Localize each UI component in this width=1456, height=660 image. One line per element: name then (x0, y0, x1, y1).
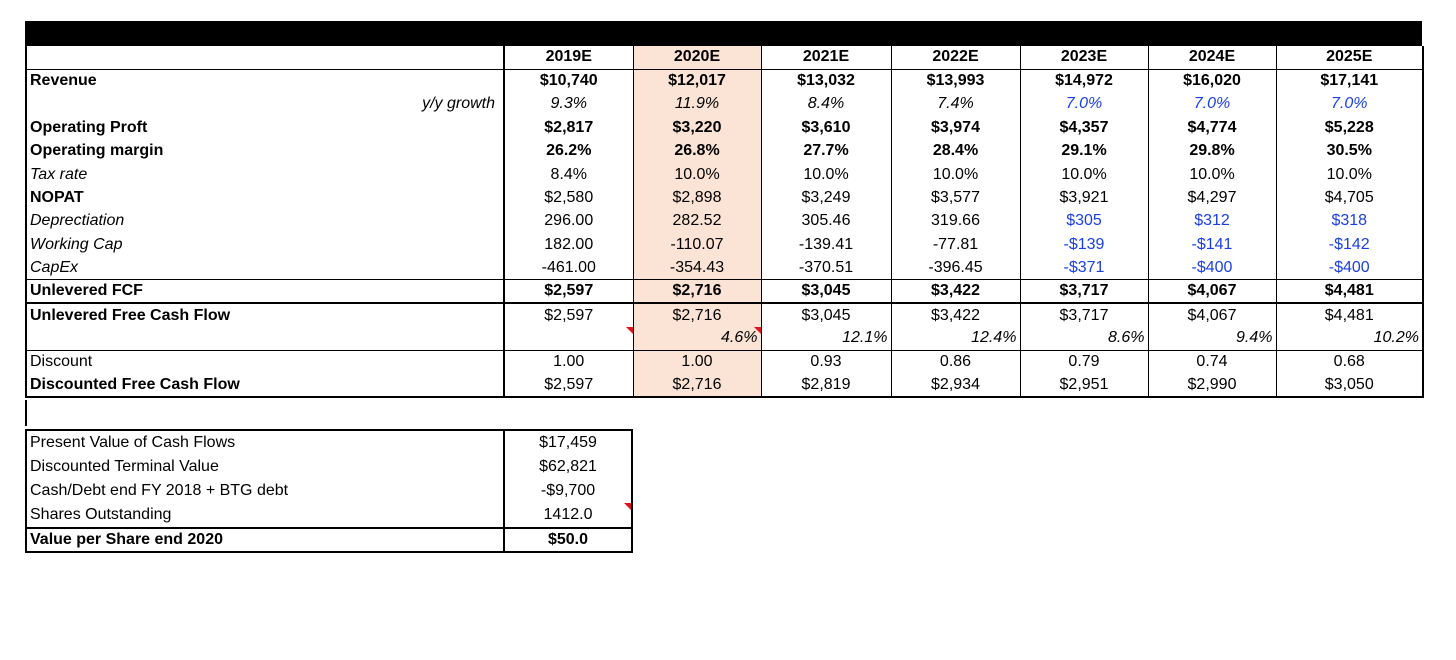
cell: $17,141 (1276, 69, 1423, 92)
cell: -110.07 (633, 233, 761, 256)
cell: 9.4% (1148, 327, 1276, 350)
cell: 27.7% (761, 140, 891, 163)
growth-row (26, 93, 1423, 116)
cell: 26.8% (633, 140, 761, 163)
summary-total-row (26, 528, 632, 552)
cell: 0.79 (1020, 350, 1148, 373)
cell: -461.00 (504, 257, 633, 280)
cell: $318 (1276, 210, 1423, 233)
cell: $13,993 (891, 69, 1020, 92)
tax-rate-row (26, 163, 1423, 186)
cell: -139.41 (761, 233, 891, 256)
cell: $4,481 (1276, 280, 1423, 304)
capex-row (26, 257, 1423, 280)
cell: $2,580 (504, 186, 633, 209)
cell: 0.74 (1148, 350, 1276, 373)
discounted-fcf-row (26, 374, 1423, 397)
cell: $4,067 (1148, 280, 1276, 304)
cell: $2,716 (633, 374, 761, 397)
depreciation-row (26, 210, 1423, 233)
cell: $3,050 (1276, 374, 1423, 397)
valuation-summary-table (25, 429, 633, 553)
cell: 0.68 (1276, 350, 1423, 373)
summary-label: Cash/Debt end FY 2018 + BTG debt (26, 479, 504, 503)
row-label: Operating Proft (26, 116, 504, 139)
cell: $14,972 (1020, 69, 1148, 92)
row-label: y/y growth (26, 93, 504, 116)
cell: 10.0% (1020, 163, 1148, 186)
fcf-growth-row (26, 327, 1423, 350)
cell: $2,597 (504, 374, 633, 397)
cell (504, 327, 633, 350)
cell: $4,067 (1148, 303, 1276, 326)
summary-label: Present Value of Cash Flows (26, 430, 504, 454)
column-header: 2024E (1148, 46, 1276, 69)
cell: -$400 (1276, 257, 1423, 280)
header-bar (25, 21, 1422, 46)
cell: -77.81 (891, 233, 1020, 256)
summary-row (26, 479, 632, 503)
row-label: Unlevered FCF (26, 280, 504, 304)
unlevered-free-cash-flow-row (26, 303, 1423, 326)
cell: $10,740 (504, 69, 633, 92)
cell: 7.0% (1276, 93, 1423, 116)
cell: $3,045 (761, 280, 891, 304)
cell: $13,032 (761, 69, 891, 92)
header-label-cell (26, 46, 504, 69)
column-header: 2019E (504, 46, 633, 69)
summary-value: -$9,700 (504, 479, 632, 503)
summary-label: Shares Outstanding (26, 503, 504, 527)
cell: $2,990 (1148, 374, 1276, 397)
cell: 11.9% (633, 93, 761, 116)
cell: 29.8% (1148, 140, 1276, 163)
dcf-table (25, 46, 1424, 398)
cell: $4,357 (1020, 116, 1148, 139)
cell: $4,297 (1148, 186, 1276, 209)
row-label (26, 327, 504, 350)
row-label: Operating margin (26, 140, 504, 163)
cell: -$371 (1020, 257, 1148, 280)
spacer-row (25, 400, 503, 426)
cell: $2,934 (891, 374, 1020, 397)
summary-value: $50.0 (504, 528, 632, 552)
cell: $312 (1148, 210, 1276, 233)
column-header: 2023E (1020, 46, 1148, 69)
cell: -$141 (1148, 233, 1276, 256)
cell: $16,020 (1148, 69, 1276, 92)
cell: 0.86 (891, 350, 1020, 373)
cell: 26.2% (504, 140, 633, 163)
row-label: CapEx (26, 257, 504, 280)
row-label: Tax rate (26, 163, 504, 186)
summary-value: $17,459 (504, 430, 632, 454)
unlevered-fcf-row (26, 280, 1423, 304)
summary-row (26, 430, 632, 454)
cell: $2,597 (504, 303, 633, 326)
cell: 282.52 (633, 210, 761, 233)
row-label: Working Cap (26, 233, 504, 256)
cell: 12.1% (761, 327, 891, 350)
cell: $3,422 (891, 280, 1020, 304)
cell: $4,705 (1276, 186, 1423, 209)
cell: $4,774 (1148, 116, 1276, 139)
cell: 7.0% (1148, 93, 1276, 116)
column-header: 2025E (1276, 46, 1423, 69)
cell: 29.1% (1020, 140, 1148, 163)
cell: $2,898 (633, 186, 761, 209)
cell: 8.6% (1020, 327, 1148, 350)
cell: $3,717 (1020, 280, 1148, 304)
summary-label: Value per Share end 2020 (26, 528, 504, 552)
cell: $3,249 (761, 186, 891, 209)
row-label: Discount (26, 350, 504, 373)
summary-row (26, 454, 632, 478)
cell: 7.0% (1020, 93, 1148, 116)
cell: 1.00 (504, 350, 633, 373)
operating-profit-row (26, 116, 1423, 139)
row-label: Unlevered Free Cash Flow (26, 303, 504, 326)
cell: $3,717 (1020, 303, 1148, 326)
cell: -$139 (1020, 233, 1148, 256)
operating-margin-row (26, 140, 1423, 163)
cell: 4.6% (633, 327, 761, 350)
cell: 9.3% (504, 93, 633, 116)
cell: -354.43 (633, 257, 761, 280)
row-label: Deprectiation (26, 210, 504, 233)
working-cap-row (26, 233, 1423, 256)
cell: -$142 (1276, 233, 1423, 256)
cell: $2,817 (504, 116, 633, 139)
cell: 8.4% (504, 163, 633, 186)
cell: 0.93 (761, 350, 891, 373)
cell: 296.00 (504, 210, 633, 233)
cell: 7.4% (891, 93, 1020, 116)
row-label: NOPAT (26, 186, 504, 209)
cell: 319.66 (891, 210, 1020, 233)
cell: $2,716 (633, 280, 761, 304)
column-header-row (26, 46, 1423, 69)
cell: 10.0% (1148, 163, 1276, 186)
cell: 305.46 (761, 210, 891, 233)
cell: 12.4% (891, 327, 1020, 350)
cell: 10.0% (761, 163, 891, 186)
row-label: Revenue (26, 69, 504, 92)
column-header: 2021E (761, 46, 891, 69)
cell: -370.51 (761, 257, 891, 280)
cell: 10.0% (633, 163, 761, 186)
cell: $2,951 (1020, 374, 1148, 397)
cell: $2,819 (761, 374, 891, 397)
revenue-row (26, 69, 1423, 92)
summary-label: Discounted Terminal Value (26, 454, 504, 478)
cell: 10.0% (891, 163, 1020, 186)
summary-row (26, 503, 632, 527)
cell: 10.0% (1276, 163, 1423, 186)
cell: $3,220 (633, 116, 761, 139)
summary-value: $62,821 (504, 454, 632, 478)
cell: 8.4% (761, 93, 891, 116)
cell: $3,974 (891, 116, 1020, 139)
cell: $3,610 (761, 116, 891, 139)
cell: $3,045 (761, 303, 891, 326)
cell: $305 (1020, 210, 1148, 233)
cell: $4,481 (1276, 303, 1423, 326)
cell: $3,921 (1020, 186, 1148, 209)
cell: 1.00 (633, 350, 761, 373)
discount-row (26, 350, 1423, 373)
cell: $5,228 (1276, 116, 1423, 139)
cell: $2,716 (633, 303, 761, 326)
cell: $3,422 (891, 303, 1020, 326)
nopat-row (26, 186, 1423, 209)
summary-value: 1412.0 (504, 503, 632, 527)
cell: 182.00 (504, 233, 633, 256)
row-label: Discounted Free Cash Flow (26, 374, 504, 397)
cell: $3,577 (891, 186, 1020, 209)
column-header: 2022E (891, 46, 1020, 69)
cell: -396.45 (891, 257, 1020, 280)
cell: 10.2% (1276, 327, 1423, 350)
cell: -$400 (1148, 257, 1276, 280)
cell: 28.4% (891, 140, 1020, 163)
cell: $12,017 (633, 69, 761, 92)
cell: $2,597 (504, 280, 633, 304)
cell: 30.5% (1276, 140, 1423, 163)
column-header: 2020E (633, 46, 761, 69)
